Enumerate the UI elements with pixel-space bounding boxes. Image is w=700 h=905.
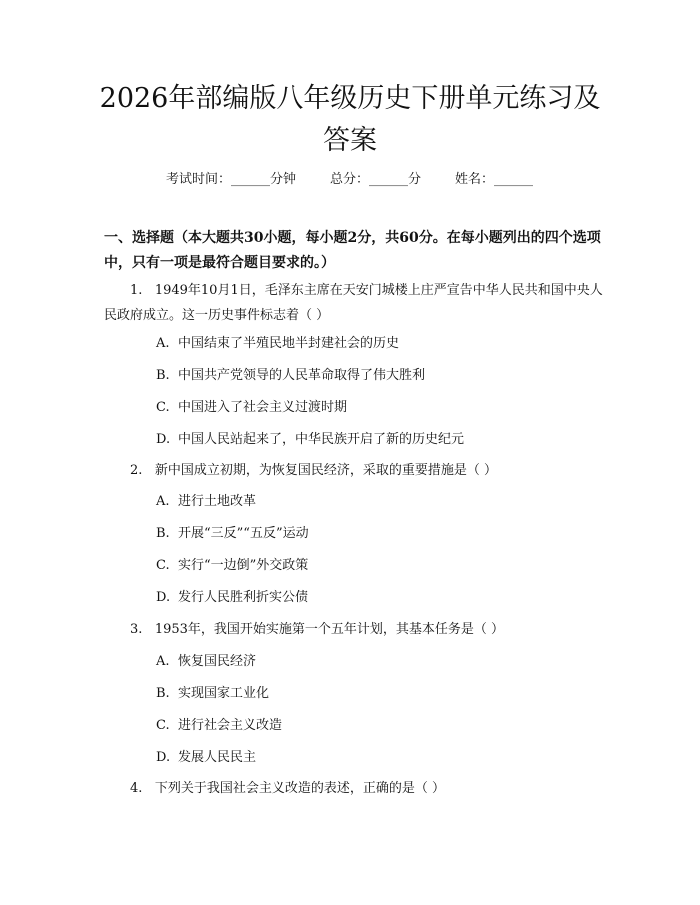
option-letter: D.	[156, 432, 171, 447]
option-2d[interactable]	[156, 588, 308, 608]
question-4	[104, 776, 604, 801]
option-text: 发展人民民主	[178, 750, 257, 765]
option-2c[interactable]	[156, 556, 308, 576]
option-letter: A.	[156, 494, 170, 509]
option-letter: D.	[156, 590, 171, 605]
option-text: 开展“三反”“五反”运动	[178, 526, 309, 541]
option-2b[interactable]	[156, 524, 309, 544]
student-name-label: 姓名：	[455, 172, 495, 187]
option-letter: C.	[156, 718, 170, 733]
option-text: 发行人民胜利折实公债	[178, 590, 309, 605]
exam-time-unit: 分钟	[270, 172, 297, 187]
section-heading: 一、选择题（本大题共30小题，每小题2分，共60分。在每小题列出的四个选项中，只有一项是最符合题目要求的。）	[104, 230, 601, 271]
question-number: 3.	[130, 622, 143, 637]
option-text: 进行社会主义改造	[178, 718, 283, 733]
option-3a[interactable]	[156, 652, 256, 672]
total-score-unit: 分	[408, 172, 422, 187]
option-1d[interactable]	[156, 430, 464, 450]
option-text: 实现国家工业化	[178, 686, 270, 701]
option-2a[interactable]	[156, 492, 256, 512]
option-letter: B.	[156, 686, 170, 701]
question-stem: 1949年10月1日，毛泽东主席在天安门城楼上庄严宣告中华人民共和国中央人民政府成立。这一历史事件标志着（ ）	[104, 283, 603, 323]
total-score	[330, 168, 421, 187]
option-letter: A.	[156, 654, 170, 669]
option-text: 恢复国民经济	[178, 654, 257, 669]
option-1a[interactable]	[156, 334, 399, 354]
option-letter: D.	[156, 750, 171, 765]
exam-info-row	[0, 168, 700, 188]
option-text: 中国结束了半殖民地半封建社会的历史	[178, 336, 400, 351]
question-stem: 1953年，我国开始实施第一个五年计划，其基本任务是（ ）	[154, 622, 505, 637]
option-3c[interactable]	[156, 716, 282, 736]
option-letter: C.	[156, 400, 170, 415]
option-text: 中国进入了社会主义过渡时期	[178, 400, 348, 415]
exam-time	[166, 168, 296, 187]
question-3	[104, 617, 604, 642]
question-stem: 新中国成立初期，为恢复国民经济，采取的重要措施是（ ）	[154, 463, 497, 478]
document-title: 2026年部编版八年级历史下册单元练习及答案	[99, 83, 601, 156]
option-letter: C.	[156, 558, 170, 573]
option-letter: B.	[156, 526, 170, 541]
option-3b[interactable]	[156, 684, 269, 704]
exam-time-blank: ______	[231, 172, 271, 187]
question-number: 4.	[130, 781, 143, 796]
option-text: 实行“一边倒”外交政策	[178, 558, 309, 573]
option-text: 中国共产党领导的人民革命取得了伟大胜利	[178, 368, 426, 383]
option-letter: A.	[156, 336, 170, 351]
question-2	[104, 458, 604, 483]
question-stem: 下列关于我国社会主义改造的表述，正确的是（ ）	[154, 781, 445, 796]
option-text: 中国人民站起来了，中华民族开启了新的历史纪元	[178, 432, 465, 447]
exam-time-label: 考试时间：	[166, 172, 232, 187]
question-number: 2.	[130, 463, 143, 478]
question-1	[104, 278, 604, 328]
question-number: 1.	[130, 283, 143, 298]
total-score-blank: ______	[369, 172, 409, 187]
student-name-blank: ______	[494, 172, 534, 187]
option-text: 进行土地改革	[178, 494, 257, 509]
option-3d[interactable]	[156, 748, 256, 768]
option-letter: B.	[156, 368, 170, 383]
option-1b[interactable]	[156, 366, 425, 386]
total-score-label: 总分：	[330, 172, 370, 187]
option-1c[interactable]	[156, 398, 347, 418]
student-name	[455, 168, 533, 187]
